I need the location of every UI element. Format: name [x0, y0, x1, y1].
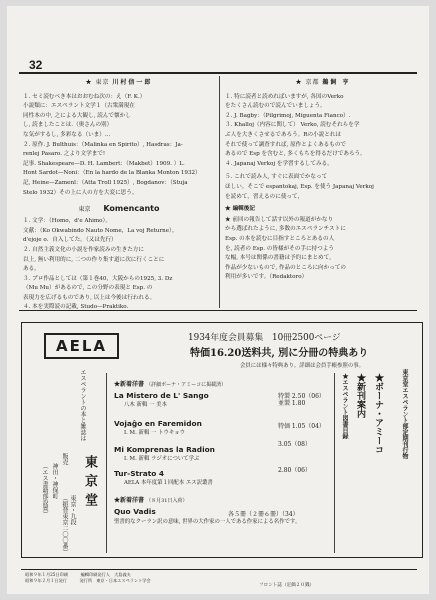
book-item: Vojaĝo en Faremidon I. M. 新輯 一 トウキョウ	[114, 419, 202, 436]
text-line: をたくさん読むので読んでいましょう。	[225, 103, 326, 110]
shop-name: 東京堂	[82, 455, 97, 512]
editor-note-text	[225, 216, 421, 282]
book-item: La Mistero de L' Sango 八木 新輯 一 美本	[114, 391, 209, 408]
ad-left-divider	[106, 373, 107, 553]
book-price: 特製 2.50（06） 並製 1.80	[278, 393, 325, 407]
heading-author: 川村信一郎	[112, 79, 153, 86]
shop-address-1: 東京・九段	[69, 495, 76, 525]
text-line: し, 読ましたことは.（奥さんの別）	[23, 122, 113, 129]
section-label-2: ★新着洋書 （８月31日入荷）	[114, 497, 188, 504]
aela-logo: AELA	[44, 333, 119, 359]
text-line: １. 特に読者と読めればいますが, 各国のVerko	[225, 93, 344, 100]
text-line: な幅, 本号は関係の書籍は予約にまとめて,	[225, 255, 332, 262]
ad-bona-amiko: ★ボーナ・アミーコ	[373, 373, 383, 454]
sub-heading-city: 東京	[78, 206, 91, 214]
colophon-line-1: 昭和９年１月25日印刷 編輯印刷発行人 大島義夫	[25, 572, 131, 577]
book-item: Mi Komprenas la Radion I. M. 新輯 ラジオについて学ぶ	[114, 445, 215, 462]
left-heading	[23, 79, 215, 88]
editor-note-title: 編輯後記	[232, 206, 255, 213]
right-paragraphs-tail	[225, 173, 421, 201]
text-line: 同性本の中, 之による大観し, 読んで懐かし	[23, 112, 131, 119]
text-line: （Mu Mu）があるので, この分野の表現と Esp. の	[23, 285, 153, 292]
text-line: ２. 原作. J. Bulthuis：（Malinka en Spirito）, Hasdras：Ja-	[23, 141, 183, 148]
footer-rule	[21, 569, 417, 570]
ad-members-note: 会員には様々特典あり。詳細は会員手帳参照の事。	[240, 363, 364, 369]
book-price: 特価 1.05（04）	[278, 423, 325, 430]
ad-special-price: 特価16.20送料共, 別に分冊の特典あり	[190, 348, 369, 359]
colophon-line-2: 昭和９年２月１日発行 発行所 東京・日本エスペラント学会	[25, 578, 151, 583]
book-item: Tur-Strato 4 AELA 本年度第１回配本 エス訳叢書	[114, 469, 213, 486]
text-line: ３. プロ作品としては（第１巻40，大阪からの1925, 3. Dz	[23, 275, 173, 282]
text-line: ほしい。そこで espantokaj, Esp. を使う Japanaj Verkoj	[225, 183, 374, 190]
text-line: ３. Khalloj（内容に関して） Verko, 読むそれらを学	[225, 122, 360, 129]
text-line: renlej Pasaro. 之より文学まで!	[23, 151, 106, 158]
text-line: 表現力を広げるものであり, 以上は今後は行われる。	[23, 294, 156, 301]
ad-headline: 1934年度会員募集 10冊2500ページ	[188, 333, 341, 343]
text-line: を読めて，習えるのに使って，	[225, 193, 304, 200]
text-line: ぶ人を大きくさせるであろう。Rの小説とれは	[225, 131, 342, 138]
page-number: 32	[29, 58, 43, 72]
book-description: 聖書的なクーラン訳の意味, 世界の大作家の一人である作家による名作です。	[114, 519, 301, 525]
advertisement-box	[21, 322, 423, 558]
ad-new-books: ★新刊案内	[355, 373, 365, 418]
text-line: ４. Japanaj Verkoj を学習するしてみる。	[225, 160, 333, 167]
heading-city: 京都	[305, 79, 320, 86]
shop-address-4: （エス書籍部設置）	[41, 463, 48, 517]
middle-rule	[19, 310, 417, 311]
shop-address-2: （振替東京二〇〇番）	[61, 495, 68, 555]
left-column	[23, 78, 215, 311]
text-line: 利用が多いです。（Redaktoro）	[225, 274, 308, 281]
text-line: １. 文学：（Homo，d'e Ahimo）。	[23, 218, 111, 225]
magazine-page	[7, 6, 429, 594]
ad-left-small: 販売	[61, 453, 68, 465]
top-rule	[19, 72, 417, 74]
left-paragraphs-2	[23, 217, 215, 312]
section-label-1: ★新着洋書 （詳細ボーナ・アミーコに掲載済）	[114, 381, 227, 388]
text-line: Stelo 1932）その上に人の方を大変に思う。	[23, 189, 138, 196]
text-line: から選ばれたように, 多数のエスペランチストに	[225, 226, 346, 233]
text-line: あるので Esp を含むと, 多くもちを得るだけであろう。	[225, 151, 366, 158]
star-mark: ★	[85, 79, 93, 86]
column-divider	[219, 76, 220, 308]
text-line: d'ejoje o．自入してた。（又は先行）	[23, 237, 117, 244]
price-label: フロント誌（定価２０銭）	[259, 583, 315, 588]
text-line: 以上, 無い利用的に, 二つの作り集す道に次に行くことに	[23, 256, 165, 263]
book-price: 各５冊（２冊６冊）（34）	[228, 511, 299, 518]
right-column	[225, 78, 421, 281]
left-paragraphs	[23, 93, 215, 198]
text-line: 記事. Shakespeare—D. H. Lambert：（Makbet）1909. ）L.	[23, 160, 185, 167]
text-line: ４. 本を実際読の記載, Studo—Praktiko.	[23, 304, 129, 311]
sub-heading-title: Komencanto	[103, 204, 160, 214]
text-line: Hont Sardot—Noni：（En la hardo de la Blanka Monton 1932）	[23, 170, 201, 177]
text-line: ある。	[23, 266, 40, 273]
text-line: 文献：（Ko Okwabindo Nauto Nome，La voj Returne）。	[23, 227, 178, 234]
text-line: ５. これで読み人, すぐに表面でかなって	[225, 174, 328, 181]
ad-right-divider	[334, 373, 335, 553]
text-line: な気がするし, 多彩なる（いま）…	[23, 131, 111, 138]
text-line: 記, Heine—Zamenl：（Atta Troll 1925）, Bogdanov：（Stuja	[23, 179, 188, 186]
text-line: １. セミ読むべき本はおおむね次の：え（F. K.）	[23, 93, 146, 100]
right-paragraphs	[225, 93, 421, 169]
text-line: 小説類に：エスペラント文学１（古衆満現在	[23, 103, 135, 110]
star-mark: ★	[295, 79, 303, 86]
text-line: を, 読者の Esp. の皆様がその手に持つよう	[225, 245, 334, 252]
text-line: ★ 前回の報告して話す以外の報道がかなり	[225, 216, 334, 223]
heading-author: 鵜飼 亨	[322, 79, 351, 86]
ad-left-vertical: エスペラントの本と雑誌は	[79, 369, 86, 441]
star-mark: ★	[225, 206, 231, 213]
ad-right-heading: 東京堂エスペラント部定期刊行物	[401, 369, 408, 459]
text-line: 作品が少ないもので, 作品のところに向かっての	[225, 264, 347, 271]
text-line: ２. J. Bagby：（Pilgrimoj, Miguenta Fianco）.	[225, 112, 351, 119]
shop-address-3: 神田・神保町	[51, 463, 58, 499]
heading-city: 東京	[95, 79, 110, 86]
book-price: 2.80（06）	[278, 467, 311, 474]
editor-note-heading	[225, 205, 421, 214]
text-line: Esp. の本を読むに目指すところとあるの人	[225, 235, 335, 242]
colophon	[25, 572, 151, 584]
ad-catalog: ★エスペラント図書目録	[341, 373, 348, 439]
komencanto-heading	[23, 204, 215, 213]
book-price: 3.05（08）	[278, 441, 311, 448]
book-item: Quo Vadis	[114, 507, 156, 516]
text-line: それで使って調査すれば, 原作とよくあるもので	[225, 141, 347, 148]
text-line: ２. 自然主義文化の小説を作家読みの生きた方に	[23, 246, 145, 253]
right-heading	[225, 79, 421, 88]
